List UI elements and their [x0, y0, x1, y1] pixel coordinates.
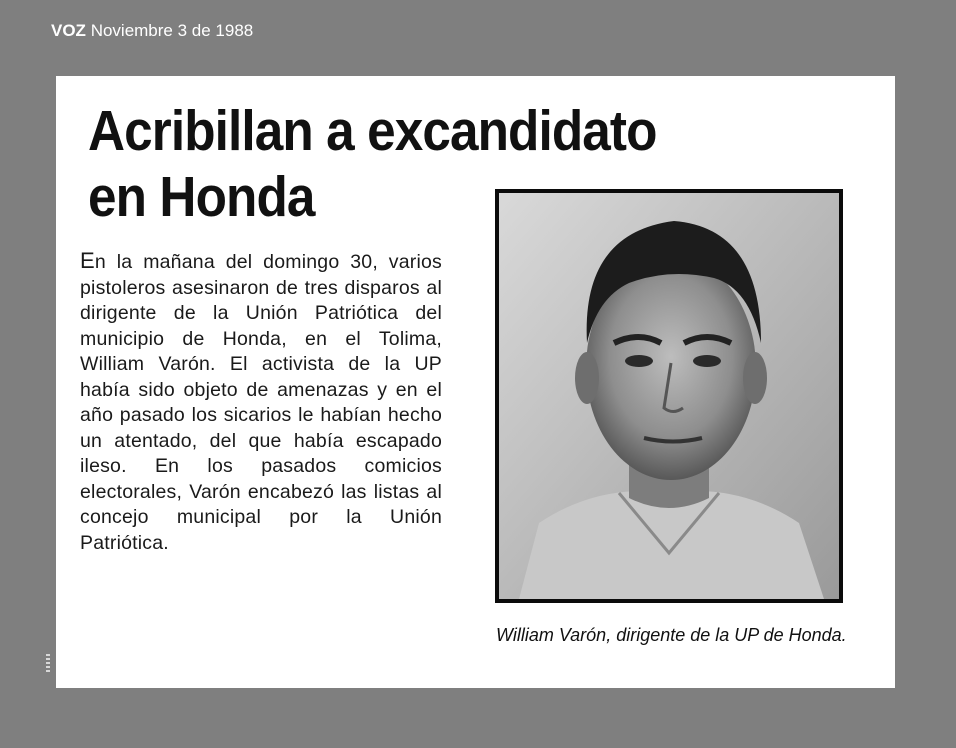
newspaper-clipping: [56, 76, 895, 688]
portrait-photo: [495, 189, 843, 603]
scan-edge-marks: [46, 654, 50, 674]
photo-caption: William Varón, dirigente de la UP de Honda.: [496, 625, 847, 645]
article-body: En la mañana del domingo 30, varios pistoleros asesinaron de tres disparos al dirigente de la Unión Patriótica del municipio de Honda, en el Tolima, William Varón. El activista de la UP había sido objeto de amenazas y en el año pasado los sicarios le habían hecho un atentado, del que había escapado ileso. En los pasados comicios electorales, Varón encabezó las listas al concejo municipal por la Unión Patriótica.: [80, 248, 442, 554]
headline-line-2: en Honda: [88, 165, 315, 229]
headline-line-1: Acribillan a excandidato: [88, 99, 657, 163]
source-line: [51, 21, 253, 41]
publication-date: Noviembre 3 de 1988: [90, 21, 254, 40]
portrait-image: [499, 193, 839, 599]
publication-name: VOZ: [51, 21, 86, 40]
